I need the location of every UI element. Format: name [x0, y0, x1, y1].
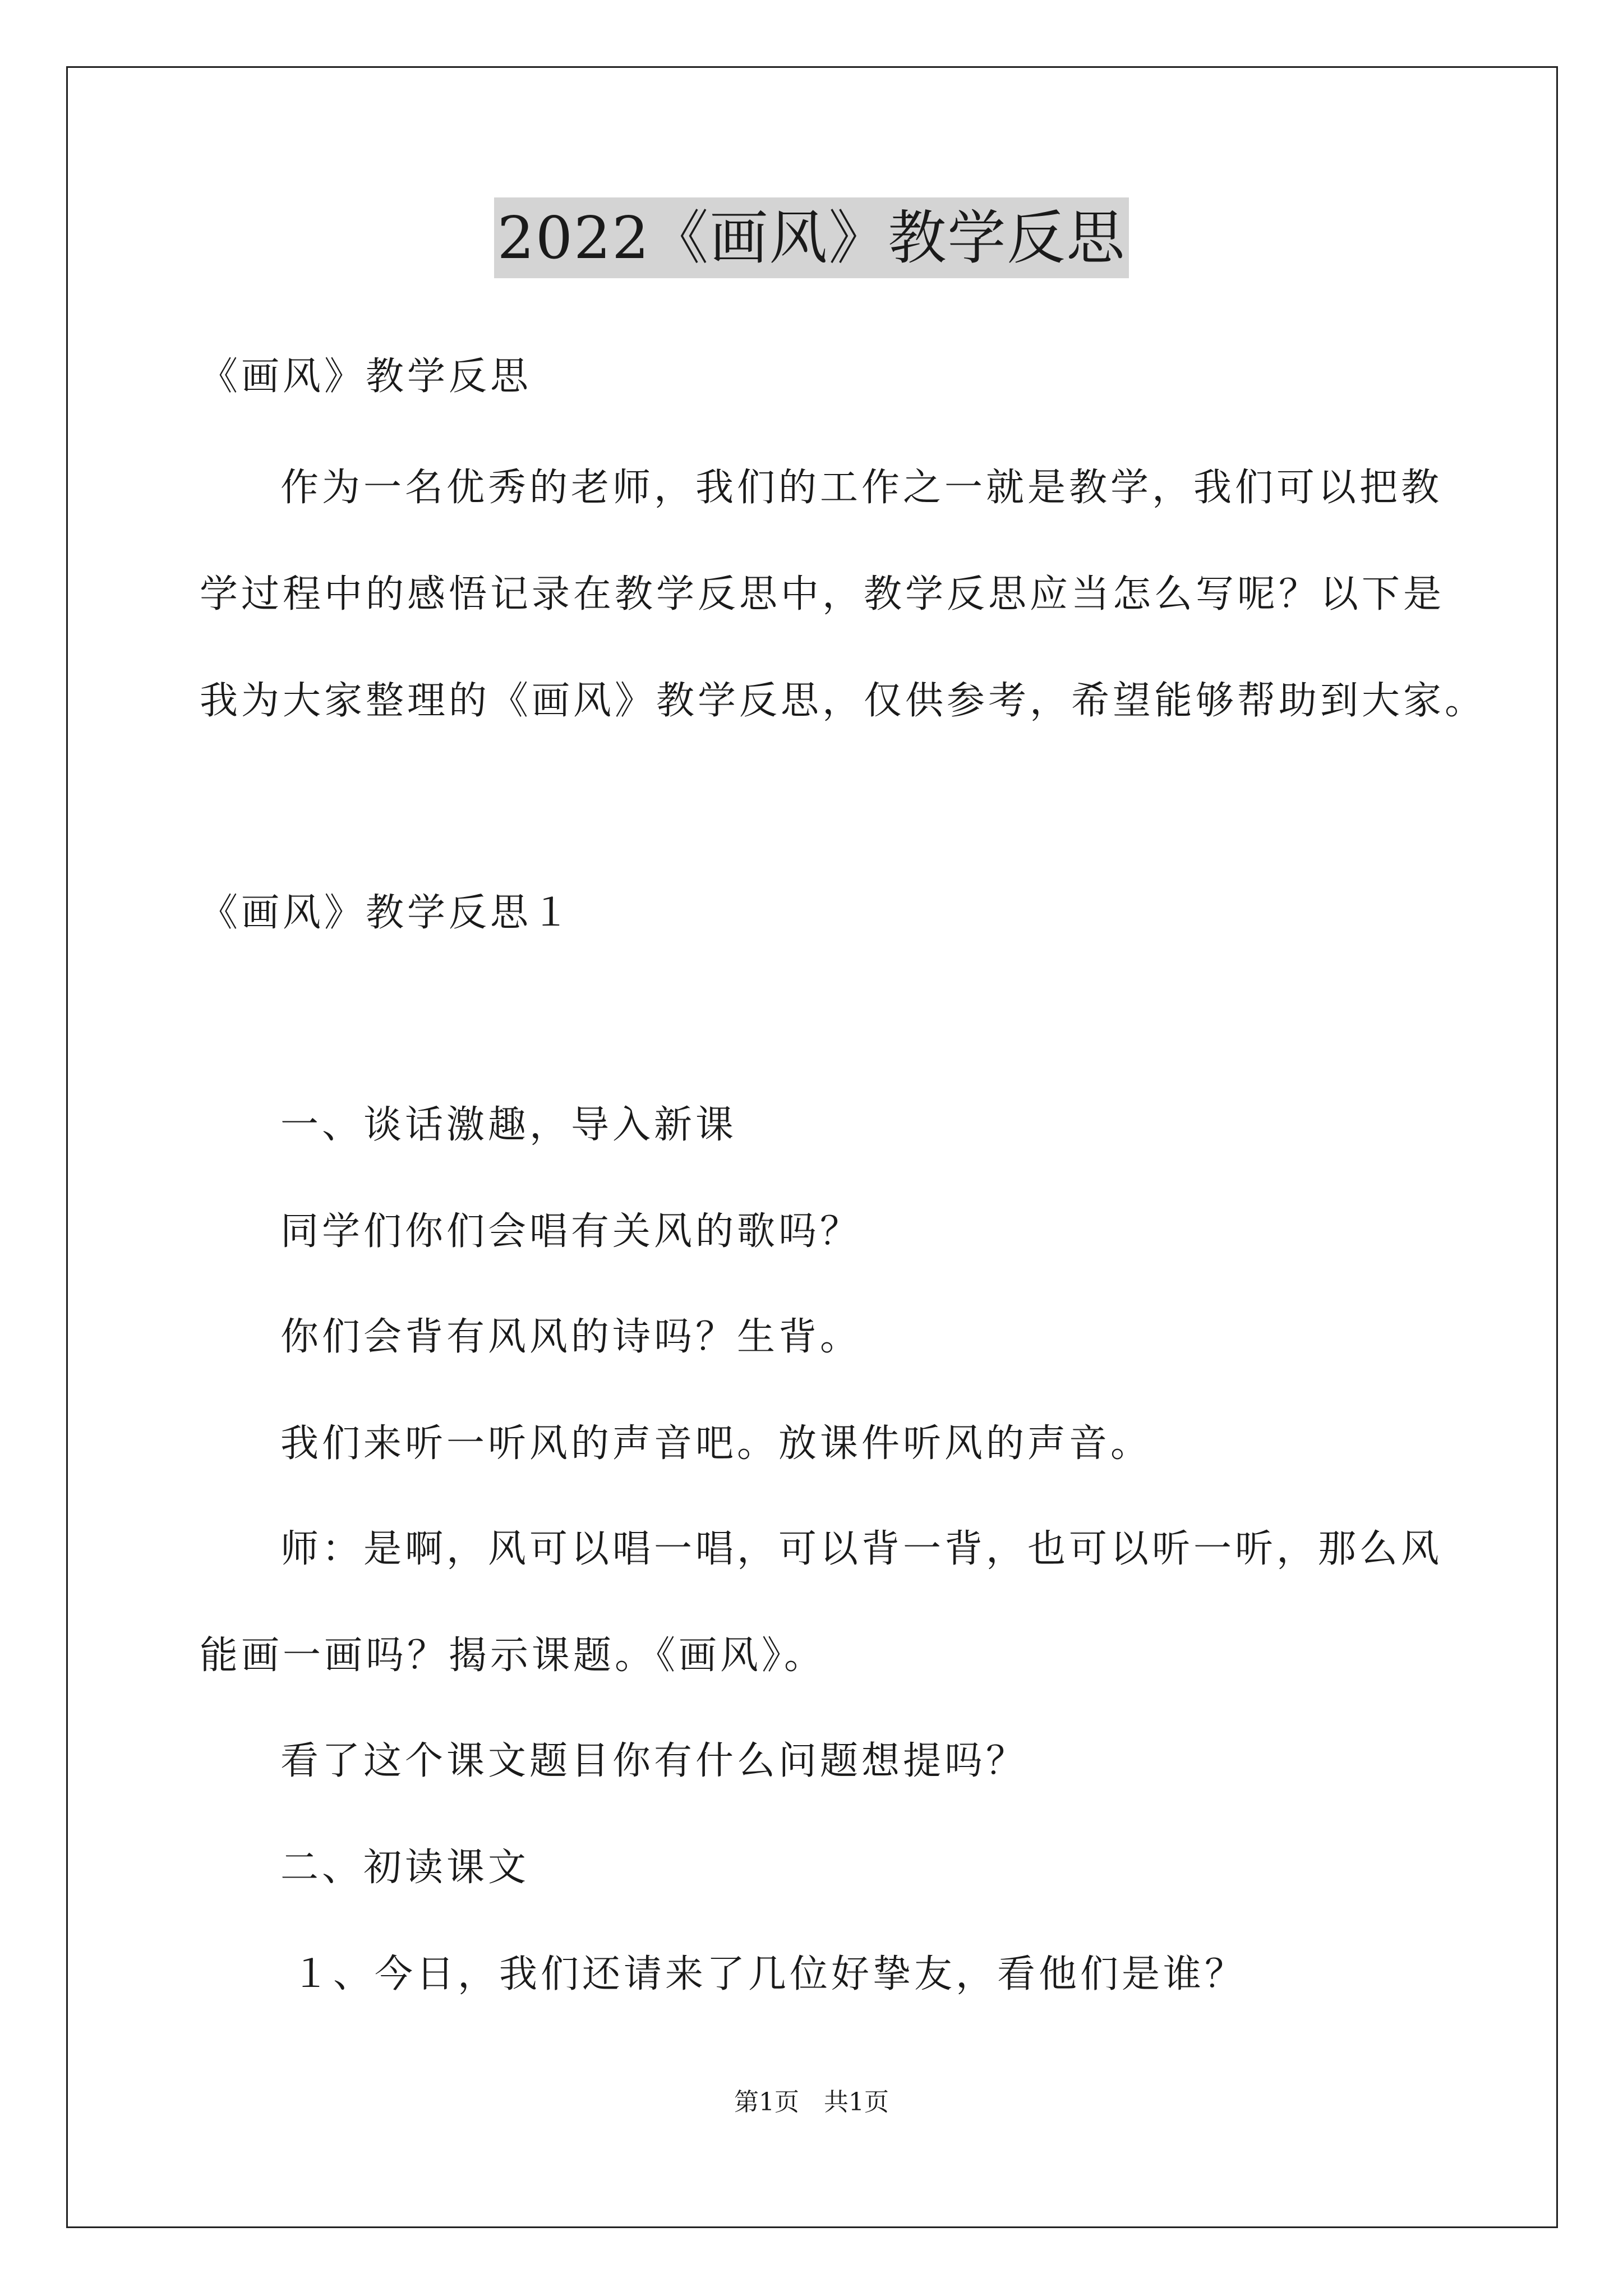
title-container: [0, 197, 1623, 278]
intro-line-2: 学过程中的感悟记录在教学反思中，教学反思应当怎么写呢？以下是: [200, 572, 1445, 616]
body-line-4: 我们来听一听风的声音吧。放课件听风的声音。: [280, 1421, 1152, 1466]
body-line-7: 看了这个课文题目你有什么问题想提吗？: [280, 1739, 1028, 1783]
body-line-9: １、今日，我们还请来了几位好挚友，看他们是谁？: [292, 1952, 1247, 1996]
document-subtitle: 《画风》教学反思: [200, 355, 532, 399]
body-line-6: 能画一画吗？揭示课题。《画风》。: [200, 1634, 826, 1678]
intro-line-3: 我为大家整理的《画风》教学反思，仅供参考，希望能够帮助到大家。: [200, 679, 1487, 723]
body-line-8: 二、初读课文: [280, 1846, 530, 1890]
body-line-1: 一、谈话激趣，导入新课: [280, 1103, 737, 1147]
body-line-5: 师：是啊，风可以唱一唱，可以背一背，也可以听一听，那么风: [280, 1527, 1443, 1571]
document-title: 2022《画风》教学反思: [494, 197, 1129, 278]
body-line-3: 你们会背有风风的诗吗？生背。: [280, 1315, 862, 1359]
page-footer: 第1页 共1页: [734, 2088, 889, 2116]
section-heading: 《画风》教学反思１: [200, 891, 574, 935]
body-line-2: 同学们你们会唱有关风的歌吗？: [280, 1209, 862, 1254]
intro-line-1: 作为一名优秀的老师，我们的工作之一就是教学，我们可以把教: [280, 466, 1443, 510]
